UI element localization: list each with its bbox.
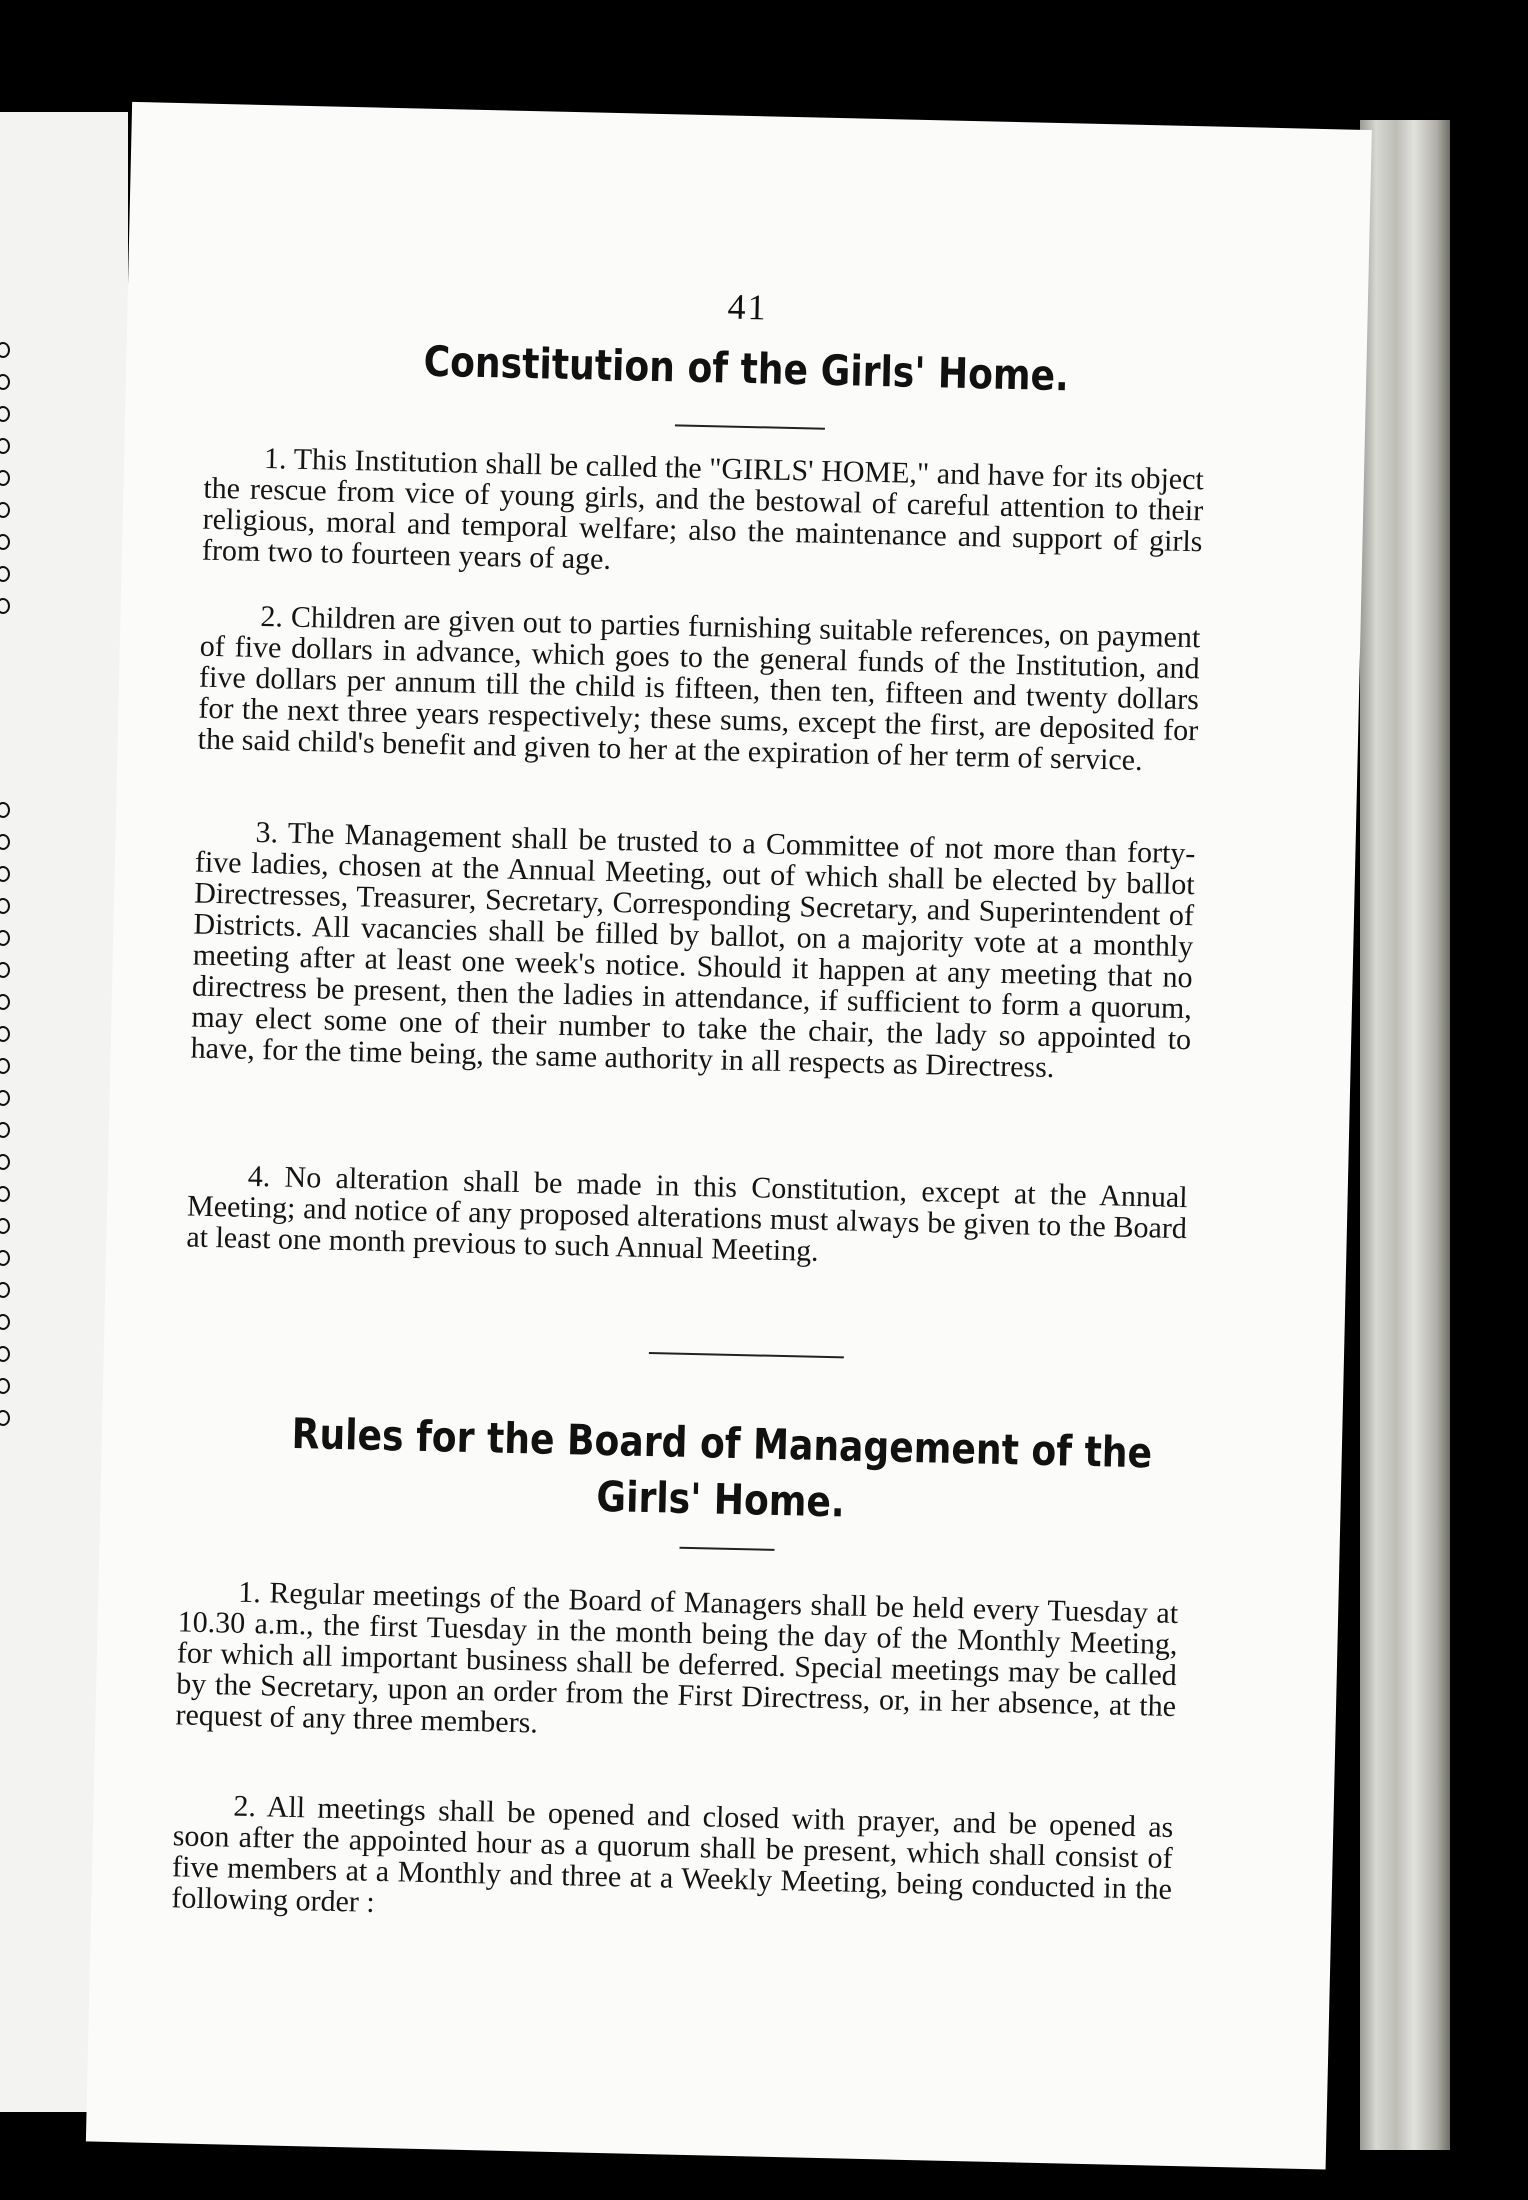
binding-hole <box>0 438 10 454</box>
binding-hole <box>0 1186 10 1202</box>
binding-hole <box>0 1058 10 1074</box>
binding-hole <box>0 598 10 614</box>
binding-hole <box>0 374 10 390</box>
binding-hole <box>0 502 10 518</box>
binding-hole <box>0 994 10 1010</box>
section-divider <box>649 1352 844 1358</box>
book-page <box>86 102 1372 2170</box>
heading-divider <box>675 424 825 429</box>
constitution-heading: Constitution of the Girls' Home. <box>423 336 1070 401</box>
constitution-section: 2. Children are given out to parties furnishing suitable references, on payment of five dollars in advance, which goes to the general funds of the Institution, and five dollars per annum till the child is fifteen, then ten, fifteen and twenty dollars for the next three years respectively; these sums, except the first, are deposited for the said child's benefit and given to her at the expiration of her term of service. <box>197 599 1201 778</box>
constitution-section: 4. No alteration shall be made in this Constitution, except at the Annual Meeting; and notice of any proposed alterations must always be given to the Board at least one month previous to such Annual Meeting. <box>186 1159 1188 1268</box>
binding-hole <box>0 802 10 818</box>
binding-hole <box>0 1026 10 1042</box>
binding-hole <box>0 534 10 550</box>
binding-hole <box>0 342 10 358</box>
binding-hole <box>0 566 10 582</box>
rules-section: 2. All meetings shall be opened and closed with prayer, and be opened as soon after the appointed hour as a quorum shall be present, which shall consist of five members at a Monthly and three at a Weekly Meeting, being conducted in the following order : <box>171 1789 1174 1919</box>
binding-hole <box>0 1122 10 1138</box>
heading-divider <box>679 1547 774 1551</box>
binding-hole <box>0 406 10 422</box>
binding-hole <box>0 1154 10 1170</box>
binding-hole <box>0 1314 10 1330</box>
binding-hole <box>0 930 10 946</box>
binding-hole <box>0 1378 10 1394</box>
rules-heading-line2: Girls' Home. <box>595 1471 846 1527</box>
page-number: 41 <box>727 286 769 328</box>
rules-section: 1. Regular meetings of the Board of Managers shall be held every Tuesday at 10.30 a.m., the first Tuesday in the month being the day of the Monthly Meeting, for which all important business shall be deferred. Special meetings may be called by the Secretary, upon an order from the First Directress, or, in her absence, at the request of any three members. <box>175 1575 1179 1740</box>
binding-hole <box>0 866 10 882</box>
constitution-section: 3. The Management shall be trusted to a Committee of not more than forty-five ladies, chosen at the Annual Meeting, out of which shall be elected by ballot Directresses, Treasurer, Secretary, Corresponding Secretary, and Superintendent of Districts. All vacancies shall be filled by ballot, on a majority vote at a monthly meeting after at least one week's notice. Should it happen at any meeting that no directress be present, then the ladies in attendance, if sufficient to form a quorum, may elect some one of their number to take the chair, the lady so appointed to have, for the time being, the same authority in all respects as Directress. <box>190 815 1196 1085</box>
binding-hole <box>0 1346 10 1362</box>
binding-hole <box>0 1282 10 1298</box>
binding-hole <box>0 1090 10 1106</box>
binding-hole <box>0 1218 10 1234</box>
binding-hole <box>0 834 10 850</box>
binding-hole <box>0 470 10 486</box>
rules-heading <box>187 1404 1256 1540</box>
book-fore-edge <box>1360 120 1450 2150</box>
constitution-section: 1. This Institution shall be called the "GIRLS' HOME," and have for its object the rescue from vice of young girls, and the bestowal of careful attention to their religious, moral and temporal welfare; also the maintenance and support of girls from two to fourteen years of age. <box>201 442 1205 576</box>
binding-hole <box>0 1410 10 1426</box>
binding-hole <box>0 962 10 978</box>
rules-heading-line1: Rules for the Board of Management of the <box>291 1408 1153 1478</box>
binding-hole <box>0 1250 10 1266</box>
binding-hole <box>0 898 10 914</box>
